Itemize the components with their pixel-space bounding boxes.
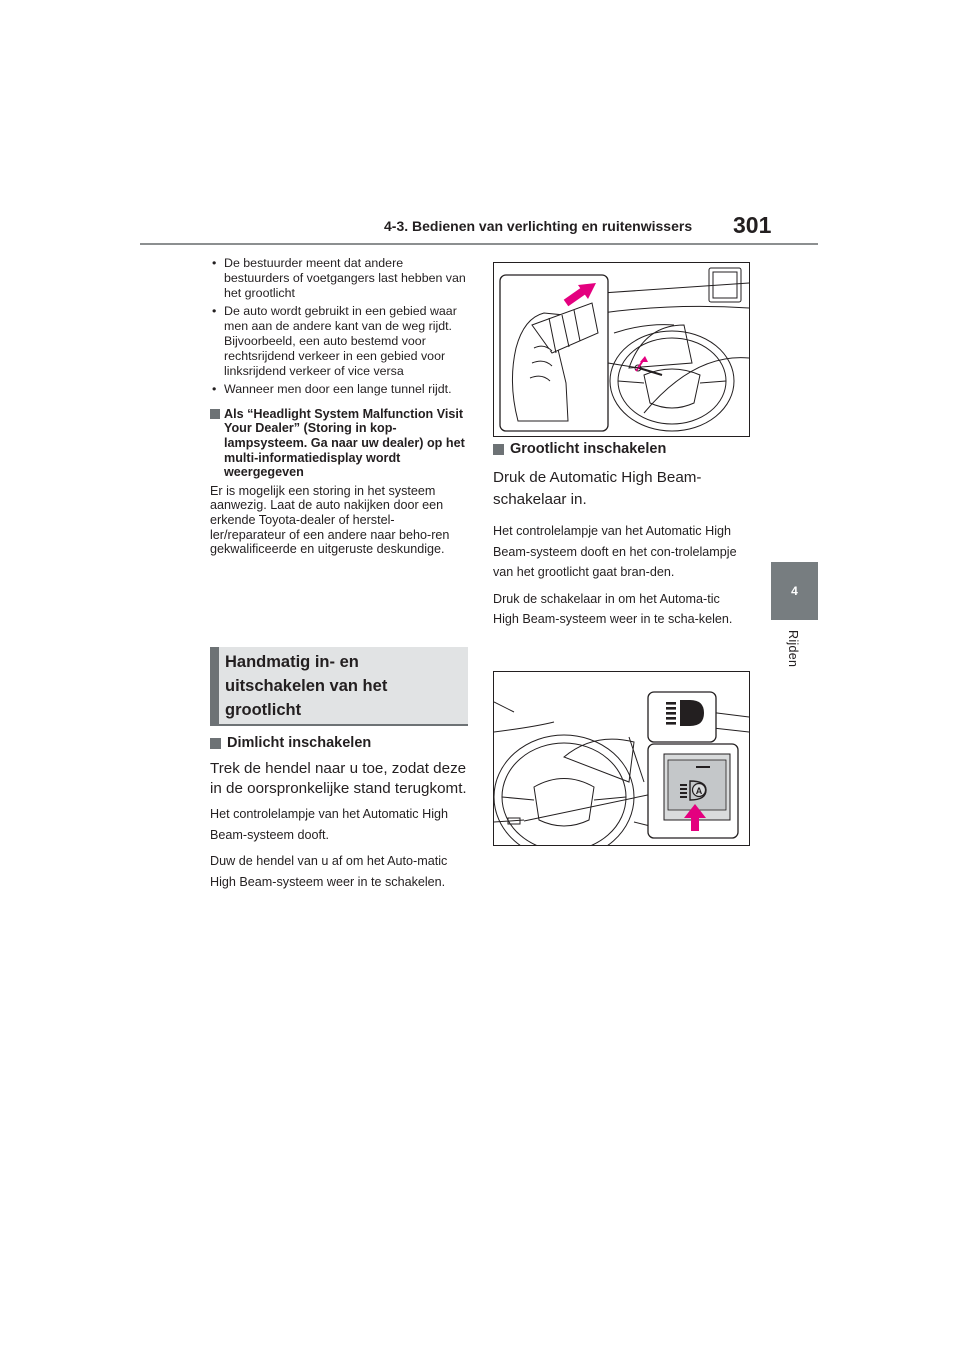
section-title: Handmatig in- en uitschakelen van het grootlicht xyxy=(225,653,388,719)
high-beam-icon xyxy=(666,700,704,726)
dim-heading: Dimlicht inschakelen xyxy=(210,735,468,751)
dim-paragraph-2: Duw de hendel van u af om het Auto-matic High Beam-systeem weer in te schakelen. xyxy=(210,854,448,889)
high-beam-section xyxy=(493,441,749,630)
dim-paragraph-1: Het controlelampje van het Automatic High Beam-systeem dooft. xyxy=(210,807,449,842)
header-divider xyxy=(140,243,818,245)
malfunction-text: Er is mogelijk een storing in het systeem aanwezig. Laat de auto nakijken door een erkende Toyota-dealer of herstel-ler/reparateur of een andere naar beho-ren gekwalificeerde en uitgeruste deskundige. xyxy=(210,483,450,557)
high-beam-instruction: Druk de Automatic High Beam-schakelaar in. xyxy=(493,469,702,508)
lever-illustration xyxy=(493,262,750,437)
list-item: • De bestuurder meent dat andere bestuurders of voetgangers last hebben van het grootlicht xyxy=(210,256,468,302)
section-heading-box xyxy=(210,647,468,724)
button-letter: A xyxy=(695,786,703,796)
list-item: • Wanneer men door een lange tunnel rijdt. xyxy=(210,382,468,397)
page-number: 301 xyxy=(733,212,772,238)
chapter-tab[interactable] xyxy=(771,562,818,620)
dim-section xyxy=(210,735,468,892)
list-item: • De auto wordt gebruikt in een gebied waar men aan de andere kant van de weg rijdt. Bijvoorbeeld, een auto bestemd voor rechtsrijdend verkeer in een gebied voor linksrijdend verkeer of vice versa xyxy=(210,304,468,380)
chapter-label: Rijden xyxy=(786,630,800,668)
lever-illustration-svg xyxy=(494,263,749,436)
switch-illustration xyxy=(493,671,750,846)
malfunction-heading: Als “Headlight System Malfunction Visit Your Dealer” (Storing in kop-lampsysteem. Ga naar uw dealer) op het multi-informatiedisplay wordt weergegeven xyxy=(210,407,468,480)
left-column xyxy=(210,256,468,557)
high-beam-paragraph-1: Het controlelampje van het Automatic High Beam-systeem dooft en het con-trolelampje van het grootlicht gaat bran-den. xyxy=(493,524,737,579)
header-title: 4-3. Bedienen van verlichting en ruitenwissers xyxy=(384,218,693,234)
square-bullet-icon xyxy=(493,444,504,455)
high-beam-paragraph-2: Druk de schakelaar in om het Automa-tic High Beam-systeem weer in te scha-kelen. xyxy=(493,591,733,626)
dim-instruction: Trek de hendel naar u toe, zodat deze in de oorspronkelijke stand terugkomt. xyxy=(210,760,467,797)
square-bullet-icon xyxy=(210,738,221,749)
switch-illustration-svg xyxy=(494,672,749,845)
condition-list xyxy=(210,256,468,397)
square-bullet-icon xyxy=(210,409,220,419)
high-beam-heading: Grootlicht inschakelen xyxy=(493,441,749,457)
chapter-number: 4 xyxy=(791,584,798,598)
